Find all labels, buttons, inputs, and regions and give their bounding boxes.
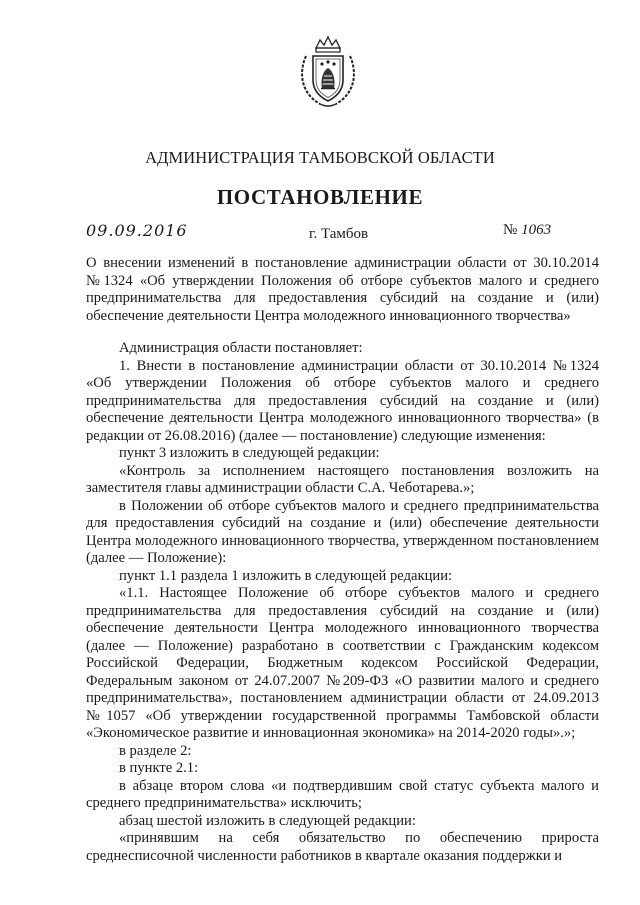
body-paragraph: абзац шестой изложить в следующей редакции: (119, 812, 416, 829)
body-paragraph: в Положении об отборе субъектов малого и среднего предпринимательства для предоставления субсидий на создание и (или) обеспечение деятельности Центра молодежного инновационного творчества, утвержденном постановлением (далее — Положение): (86, 497, 599, 566)
number-value: 1063 (521, 222, 552, 238)
body-paragraph: «1.1. Настоящее Положение об отборе субъектов малого и среднего предпринимательства для предоставления субсидий на создание и (или) обеспечение деятельности Центра молодежного инновационного творчества (далее — Положение) разработано в соответствии с Гражданским кодексом Российской Федерации, Бюджетным кодексом Российской Федерации, Федеральным законом от 24.07.2007 №209-ФЗ «О развитии малого и среднего предпринимательства», постановлением администрации области от 24.09.2013 №1057 «Об утверждении государственной программы Тамбовской области «Экономическое развитие и инновационная экономика» на 2014-2020 годы».»; (86, 585, 599, 741)
body-paragraph: «принявшим на себя обязательство по обеспечению прироста среднесписочной численности работников в квартале оказания поддержки и (86, 830, 599, 864)
body-paragraph: 1. Внести в постановление администрации области от 30.10.2014 №1324 «Об утверждении Положения об отборе субъектов малого и среднего предпринимательства для предоставления субсидий на создание и (или) обеспечение деятельности Центра молодежного инновационного творчества» (в редакции от 26.08.2016) (далее — постановление) следующие изменения: (86, 357, 599, 444)
document-type-title: ПОСТАНОВЛЕНИЕ (216, 185, 424, 209)
coat-of-arms-icon (296, 34, 360, 110)
body-paragraph: пункт 1.1 раздела 1 изложить в следующей редакции: (119, 567, 453, 584)
document-body (86, 340, 599, 865)
document-city: г. Тамбов (309, 226, 369, 242)
body-paragraph: в разделе 2: (119, 742, 192, 759)
body-paragraph: пункт 3 изложить в следующей редакции: (119, 445, 380, 461)
document-number (503, 222, 551, 239)
document-subject: О внесении изменений в постановление администрации области от 30.10.2014 №1324 «Об утверждении Положения об отборе субъектов малого и среднего предпринимательства для предоставления субсидий на создание и (или) обеспечение деятельности Центра молодежного инновационного творчества» (86, 255, 599, 324)
body-paragraph: Администрация области постановляет: (119, 340, 363, 356)
number-sign: № (503, 222, 518, 238)
body-paragraph: в абзаце втором слова «и подтвердившим свой статус субъекта малого и среднего предпринимательства» исключить; (86, 777, 599, 811)
body-paragraph: «Контроль за исполнением настоящего постановления возложить на заместителя главы администрации области С.А. Чеботарева.»; (86, 462, 599, 496)
agency-name: АДМИНИСТРАЦИЯ ТАМБОВСКОЙ ОБЛАСТИ (145, 148, 495, 167)
body-paragraph: в пункте 2.1: (119, 760, 199, 776)
document-date: 09.09.2016 (86, 221, 188, 240)
